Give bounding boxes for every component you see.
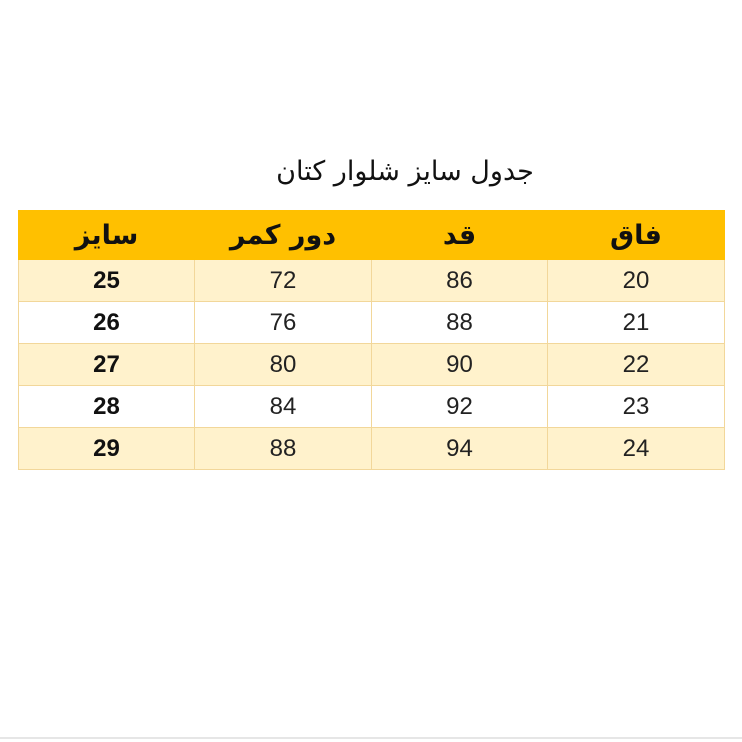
cell-rise: 21 [548,302,725,344]
cell-length: 86 [372,260,548,302]
cell-rise: 24 [548,428,725,470]
cell-length: 94 [372,428,548,470]
table-header-row [19,211,725,260]
cell-size: 26 [19,302,195,344]
cell-size: 28 [19,386,195,428]
cell-rise: 23 [548,386,725,428]
cell-rise: 22 [548,344,725,386]
header-waist: دور کمر [195,211,372,260]
cell-rise: 20 [548,260,725,302]
cell-size: 27 [19,344,195,386]
cell-length: 92 [372,386,548,428]
cell-waist: 88 [195,428,372,470]
cell-waist: 76 [195,302,372,344]
size-chart-table [18,210,725,470]
bottom-divider [0,737,742,739]
table-row [19,428,725,470]
table-row [19,386,725,428]
page-title: جدول سایز شلوار کتان [276,156,534,187]
cell-length: 90 [372,344,548,386]
table-row [19,344,725,386]
header-rise: فاق [548,211,725,260]
header-length: قد [372,211,548,260]
table-row [19,260,725,302]
header-size: سایز [19,211,195,260]
cell-size: 29 [19,428,195,470]
cell-size: 25 [19,260,195,302]
cell-waist: 80 [195,344,372,386]
cell-waist: 72 [195,260,372,302]
table-row [19,302,725,344]
cell-waist: 84 [195,386,372,428]
cell-length: 88 [372,302,548,344]
